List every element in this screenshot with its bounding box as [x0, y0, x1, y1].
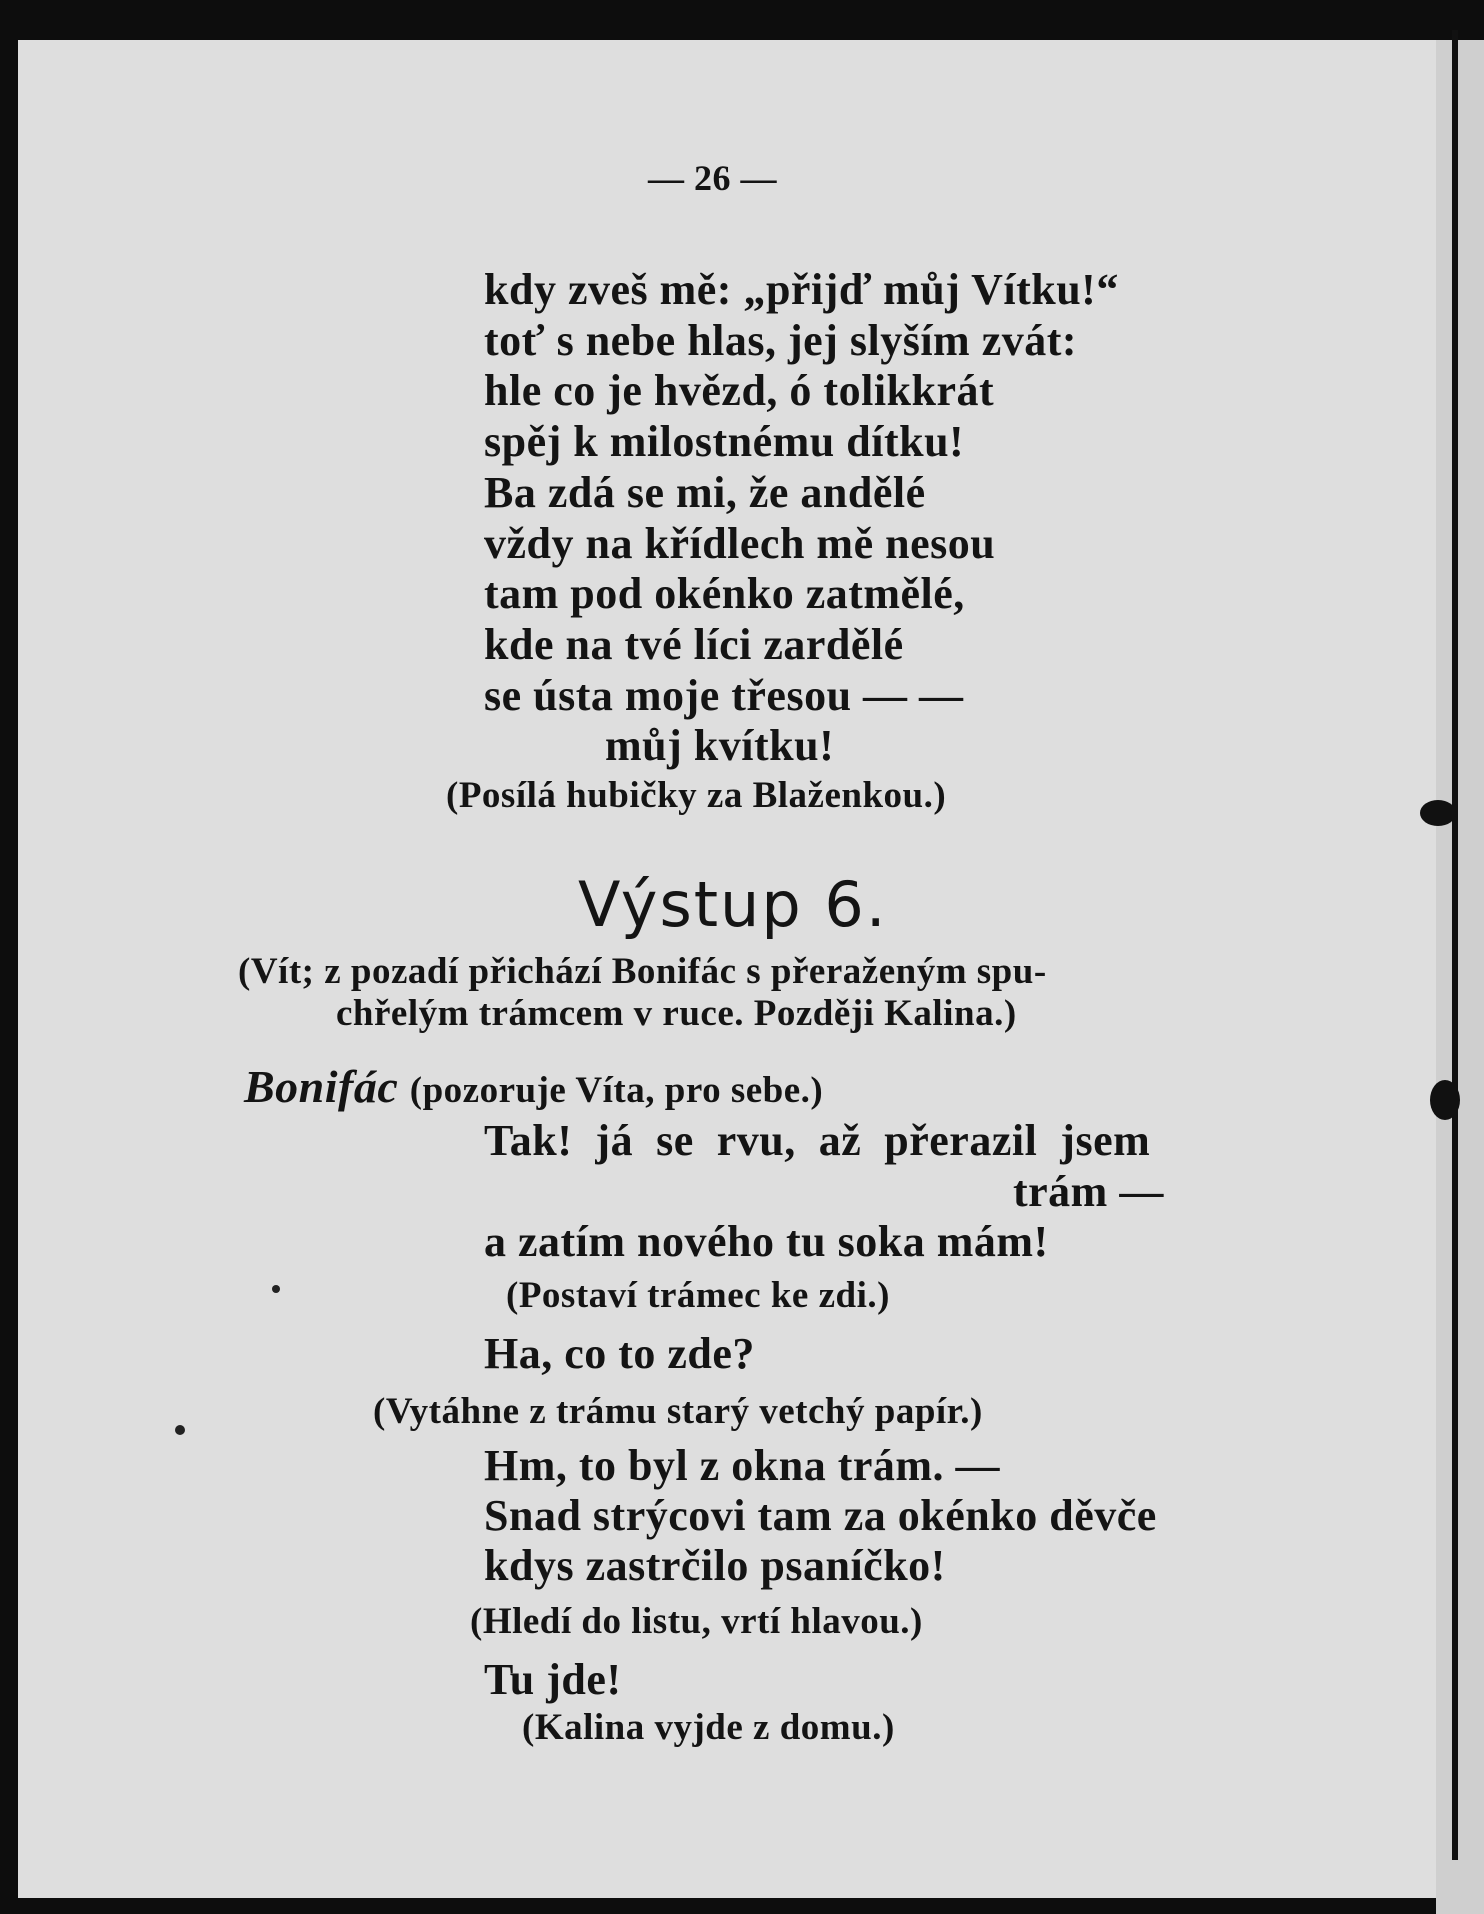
- stage-direction: (Posílá hubičky za Blaženkou.): [446, 775, 947, 816]
- stage-direction: (Hledí do listu, vrtí hlavou.): [470, 1601, 923, 1642]
- speech-line: Ha, co to zde?: [484, 1329, 755, 1378]
- character-name: Kalina.: [884, 993, 1004, 1034]
- verse-line: tam pod okénko zatmělé,: [484, 569, 965, 618]
- verse-line: vždy na křídlech mě nesou: [484, 519, 996, 568]
- page-edge: [1436, 40, 1484, 1914]
- speaker-direction: (pozoruje Víta, pro sebe.): [409, 1070, 824, 1111]
- paren: ): [1003, 993, 1017, 1034]
- verse-line: můj kvítku!: [605, 721, 835, 770]
- page-number: — 26 —: [648, 158, 777, 198]
- speech-line: a zatím nového tu soka mám!: [484, 1217, 1049, 1266]
- verse-line: spěj k milostnému dítku!: [484, 417, 965, 466]
- verse-line: kde na tvé líci zardělé: [484, 620, 904, 669]
- verse-line: hle co je hvězd, ó tolikkrát: [484, 366, 995, 415]
- direction-text: chřelým trámcem v ruce. Později: [336, 993, 885, 1034]
- paren: (: [238, 951, 251, 992]
- scene-direction-line-2: [336, 992, 1017, 1035]
- speech-line: Tu jde!: [484, 1655, 622, 1704]
- verse-line: toť s nebe hlas, jej slyším zvát:: [484, 316, 1078, 365]
- direction-text: s přeraženým spu-: [736, 951, 1047, 992]
- scene-direction-line-1: [238, 950, 1047, 993]
- speck: [175, 1425, 185, 1435]
- speaker-name: Bonifác: [244, 1061, 399, 1112]
- speaker-line: [244, 1060, 823, 1113]
- direction-text: ; z pozadí přichází: [301, 951, 612, 992]
- verse-line: se ústa moje třesou — —: [484, 671, 964, 720]
- speech-line: Hm, to byl z okna trám. —: [484, 1441, 1001, 1490]
- speech-line: Tak! já se rvu, až přerazil jsem: [484, 1116, 1151, 1165]
- character-name: Vít: [250, 951, 302, 992]
- ink-blot: [1420, 800, 1456, 826]
- scene-heading: Výstup 6.: [578, 868, 888, 941]
- stage-direction: (Kalina vyjde z domu.): [522, 1707, 895, 1748]
- verse-line: kdy zveš mě: „přijď můj Vítku!“: [484, 265, 1119, 314]
- stage-direction: (Vytáhne z trámu starý vetchý papír.): [373, 1391, 983, 1432]
- stage-direction: (Postaví trámec ke zdi.): [506, 1275, 890, 1316]
- speck: [272, 1285, 280, 1293]
- character-name: Bonifác: [611, 951, 737, 992]
- speech-line: kdys zastrčilo psaníčko!: [484, 1541, 946, 1590]
- ink-blot: [1430, 1080, 1460, 1120]
- speech-line: trám —: [1013, 1167, 1164, 1216]
- speech-line: Snad strýcovi tam za okénko děvče: [484, 1491, 1157, 1540]
- binding-edge: [1452, 30, 1458, 1860]
- verse-line: Ba zdá se mi, že andělé: [484, 468, 926, 517]
